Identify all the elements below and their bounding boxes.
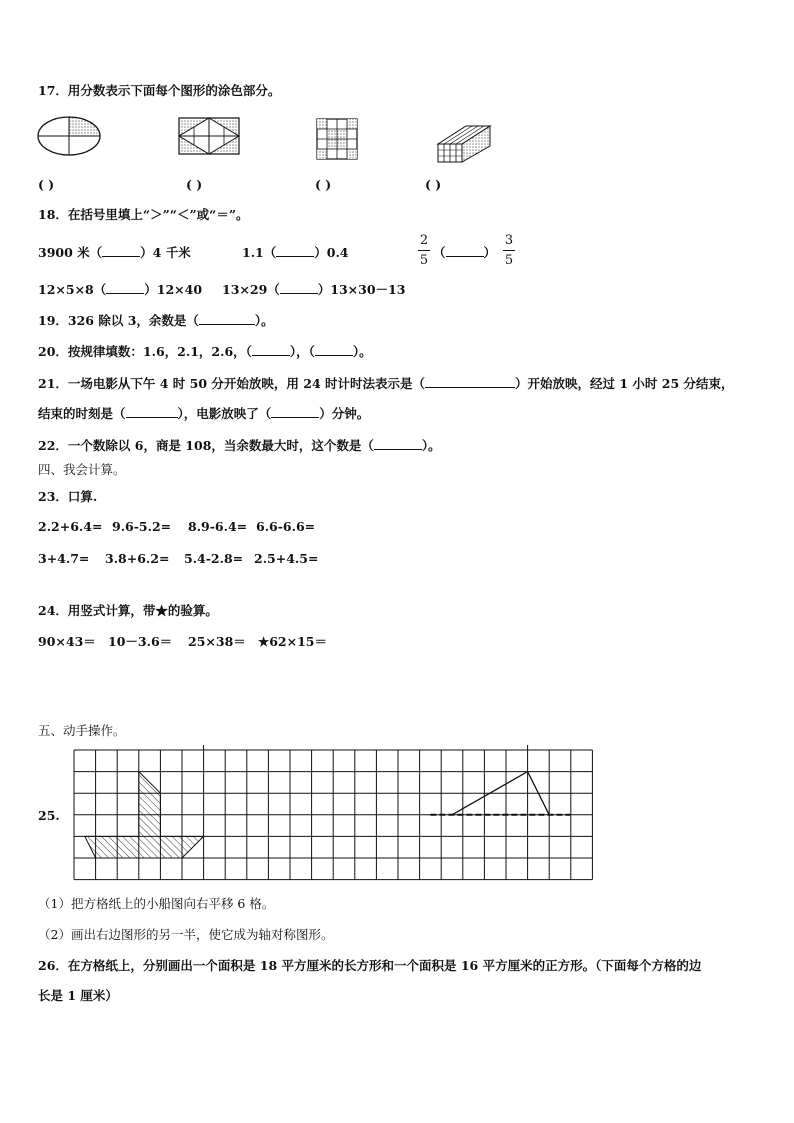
q24-title: 24．用竖式计算，带★的验算。: [38, 603, 218, 618]
q23-item-6: 3.8+6.2=: [105, 551, 170, 566]
q23-item-2: 9.6-5.2=: [112, 519, 172, 534]
q25-number: 25.: [38, 808, 60, 823]
fraction-1-numerator: 2: [419, 233, 429, 248]
q18-1-left: 3900 米（: [38, 245, 103, 260]
q18-1-right: ）4 千米: [140, 245, 191, 260]
q25-instruction-2: （2）画出右边图形的另一半，使它成为轴对称图形。: [38, 927, 334, 942]
q26-line-2: 长是 1 厘米）: [38, 988, 118, 1003]
q20-mid: ），（: [289, 344, 315, 359]
q24-item-4: ★62×15＝: [258, 634, 327, 649]
q21-text-2: ）开始放映，经过 1 小时 25 分结束，: [515, 376, 734, 391]
q19-text: 19．326 除以 3，余数是（: [38, 313, 199, 328]
fraction-1-denominator: 5: [419, 253, 429, 268]
q25-instruction-1: （1）把方格纸上的小船图向右平移 6 格。: [38, 896, 275, 911]
q21-text-3: 结束的时刻是（: [38, 406, 126, 421]
q22-end: ）。: [421, 438, 441, 453]
q24-item-3: 25×38＝: [188, 634, 246, 649]
q18-title: 18．在括号里填上“＞”“＜”或“＝”。: [38, 207, 249, 222]
q19-end: ）。: [254, 313, 274, 328]
q18-4-right: ）12×40: [144, 282, 203, 297]
q22-text: 22．一个数除以 6，商是 108，当余数最大时，这个数是（: [38, 438, 374, 453]
q18-3-right: ）: [483, 245, 497, 260]
q23-item-4: 6.6-6.6=: [256, 519, 316, 534]
q17-answer-2[interactable]: ( ): [186, 177, 203, 192]
q21-text-5: ）分钟。: [319, 406, 370, 421]
section-5-heading: 五、动手操作。: [38, 723, 126, 738]
section-4-heading: 四、我会计算。: [38, 462, 126, 477]
q23-item-1: 2.2+6.4=: [38, 519, 103, 534]
q18-5-left: 13×29（: [222, 282, 280, 297]
q24-item-1: 90×43＝: [38, 634, 96, 649]
q20-text: 20．按规律填数：1.6，2.1，2.6，（: [38, 344, 252, 359]
q17-answer-4[interactable]: ( ): [425, 177, 442, 192]
q24-item-2: 10－3.6＝: [108, 634, 173, 649]
q17-title: 17．用分数表示下面每个图形的涂色部分。: [38, 83, 281, 98]
q21-text-4: ），电影放映了（: [177, 406, 272, 421]
q17-answer-3[interactable]: ( ): [315, 177, 332, 192]
q23-title: 23．口算.: [38, 489, 98, 504]
q23-item-8: 2.5+4.5=: [254, 551, 319, 566]
q18-2-right: ）0.4: [314, 245, 349, 260]
q18-2-left: 1.1（: [242, 245, 277, 260]
q26-line-1: 26．在方格纸上，分别画出一个面积是 18 平方厘米的长方形和一个面积是 16 平方厘米的正方形。（下面每个方格的边: [38, 958, 702, 973]
q23-item-5: 3+4.7=: [38, 551, 90, 566]
q20-end: ）。: [352, 344, 372, 359]
q18-4-left: 12×5×8（: [38, 282, 107, 297]
q17-answer-1[interactable]: ( ): [38, 177, 55, 192]
q23-item-7: 5.4-2.8=: [184, 551, 244, 566]
q18-3-left: （: [433, 245, 446, 260]
q18-5-right: ）13×30－13: [317, 282, 406, 297]
q21-text-1: 21．一场电影从下午 4 时 50 分开始放映，用 24 时计时法表示是（: [38, 376, 425, 391]
fraction-2-numerator: 3: [504, 233, 514, 248]
q23-item-3: 8.9-6.4=: [188, 519, 248, 534]
fraction-2-denominator: 5: [504, 253, 514, 268]
